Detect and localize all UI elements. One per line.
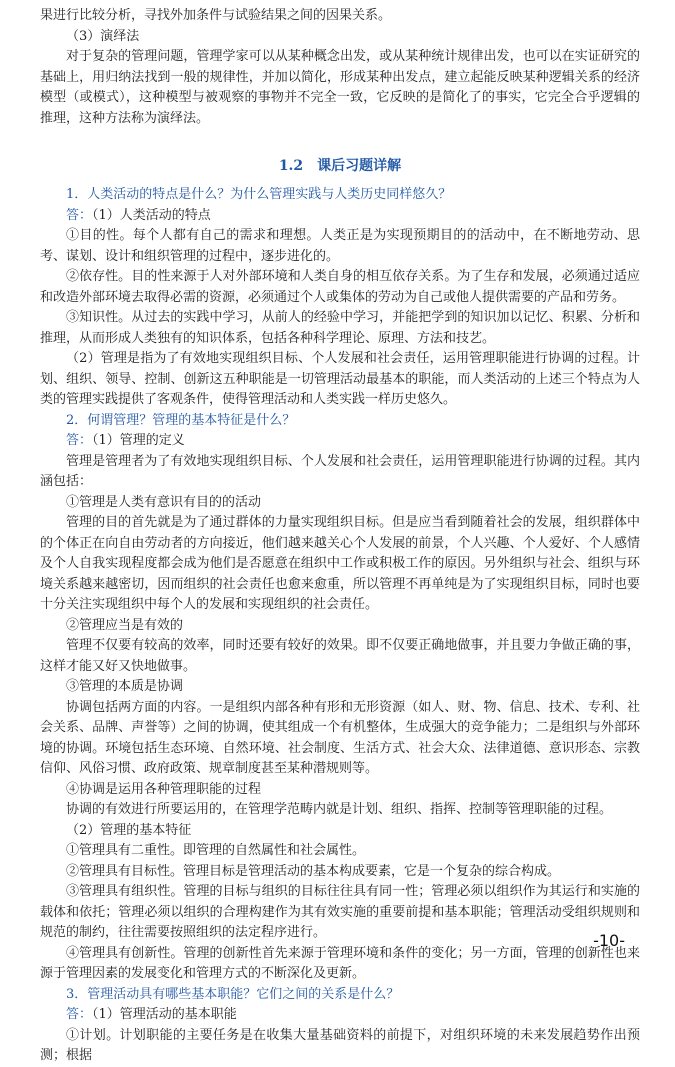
body-paragraph [40, 308, 640, 349]
paragraph-text: ②管理具有目标性。管理目标是管理活动的基本构成要素，它是一个复杂的综合构成。 [66, 863, 561, 879]
body-paragraph [40, 6, 640, 27]
paragraph-text: 协调的有效进行所要运用的，在管理学范畴内就是计划、组织、指挥、控制等管理职能的过程。 [66, 802, 613, 817]
body-paragraph [40, 841, 640, 862]
answer-label: 答： [66, 207, 93, 223]
paragraph-text: （3）演绎法 [66, 28, 140, 44]
paragraph-text: ②管理应当是有效的 [66, 617, 184, 633]
paragraph-text: （1）管理活动的基本职能 [92, 1007, 237, 1022]
paragraph-text: ③管理具有组织性。管理的目标与组织的目标往往具有同一性；管理必须以组织作为其运行和实施的载体和依托；管理必须以组织的合理构建作为其有效实施的重要前提和基本职能；管理活动受组织规则和规范的制约，往往需要按照组织的法定程序进行。 [40, 884, 640, 940]
answer-start [40, 206, 640, 227]
paragraph-text: ①目的性。每个人都有自己的需求和理想。人类正是为实现预期目的的活动中，在不断地劳动、思考、谋划、设计和组织管理的过程中，逐步进化的。 [40, 228, 640, 264]
paragraph-text: 对于复杂的管理问题，管理学家可以从某种概念出发，或从某种统计规律出发，也可以在实证研究的基础上，用归纳法找到一般的规律性，并加以简化，形成某种出发点，建立起能反映某种逻辑关系的经济模型（或模式），这种模型与被观察的事物并不完全一致，它反映的是简化了的事实，它完全合乎逻辑的推理，这种方法称为演绎法。 [40, 49, 640, 126]
body-paragraph [40, 493, 640, 514]
paragraph-text: （2）管理的基本特征 [66, 822, 192, 838]
document-page [40, 6, 640, 1067]
paragraph-text: 协调包括两方面的内容。一是组织内部各种有形和无形资源（如人、财、物、信息、技术、专利、社会关系、品牌、声誉等）之间的协调，使其组成一个有机整体，生成强大的竞争能力；二是组织与外部环境的协调。环境包括生态环境、自然环境、社会制度、生活方式、社会大众、法律道德、意识形态、宗教信仰、风俗习惯、政府政策、规章制度甚至某种潜规则等。 [40, 699, 640, 776]
paragraph-text: ④管理具有创新性。管理的创新性首先来源于管理环境和条件的变化；另一方面，管理的创新性也来源于管理因素的发展变化和管理方式的不断深化及更新。 [40, 945, 640, 981]
paragraph-text: ④协调是运用各种管理职能的过程 [66, 781, 262, 797]
body-paragraph [40, 47, 640, 129]
body-paragraph [40, 821, 640, 842]
body-paragraph [40, 677, 640, 698]
paragraph-text: 3．管理活动具有哪些基本职能？它们之间的关系是什么？ [66, 986, 400, 1002]
answer-start [40, 1005, 640, 1026]
question-heading [40, 185, 640, 206]
body-paragraph [40, 267, 640, 308]
answer-label: 答： [66, 433, 93, 448]
exercise-answers [40, 185, 640, 1067]
paragraph-text: （1）人类活动的特点 [92, 207, 211, 223]
page-number: -10- [593, 931, 625, 950]
body-paragraph [40, 226, 640, 267]
body-paragraph [40, 944, 640, 985]
body-paragraph [40, 513, 640, 616]
body-paragraph [40, 616, 640, 637]
paragraph-text: 2．何谓管理？管理的基本特征是什么？ [66, 412, 296, 428]
body-paragraph [40, 636, 640, 677]
question-heading [40, 985, 640, 1006]
intro-block [40, 6, 640, 129]
paragraph-text: （1）管理的定义 [92, 433, 185, 448]
paragraph-text: 管理是管理者为了有效地实现组织目标、个人发展和社会责任，运用管理职能进行协调的过程。其内涵包括： [40, 453, 640, 489]
body-paragraph [40, 800, 640, 821]
paragraph-text: ①管理是人类有意识有目的的活动 [66, 494, 262, 510]
question-heading [40, 411, 640, 432]
answer-label: 答： [66, 1007, 93, 1022]
body-paragraph [40, 862, 640, 883]
body-paragraph [40, 1026, 640, 1067]
body-paragraph [40, 882, 640, 944]
paragraph-text: ①管理具有二重性。即管理的自然属性和社会属性。 [66, 843, 366, 858]
section-heading: 1.2 课后习题详解 [278, 158, 402, 174]
paragraph-text: ②依存性。目的性来源于人对外部环境和人类自身的相互依存关系。为了生存和发展，必须通过适应和改造外部环境去取得必需的资源，必须通过个人或集体的劳动为自己或他人提供需要的产品和劳务。 [40, 269, 640, 305]
paragraph-text: ①计划。计划职能的主要任务是在收集大量基础资料的前提下，对组织环境的未来发展趋势作出预测；根据 [40, 1027, 640, 1063]
answer-start [40, 431, 640, 452]
paragraph-text: 果进行比较分析，寻找外加条件与试验结果之间的因果关系。 [40, 8, 392, 23]
paragraph-text: 管理的目的首先就是为了通过群体的力量实现组织目标。但是应当看到随着社会的发展，组织群体中的个体正在向自由劳动者的方向接近，他们越来越关心个人发展的前景，个人兴趣、个人爱好、个人感情及个人自我实现程度都会成为他们是否愿意在组织中工作或积极工作的原因。另外组织与社会、组织与环境关系越来越密切，因而组织的社会责任也愈来愈重，所以管理不再单纯是为了实现组织目标，同时也要十分关注实现组织中每个人的发展和实现组织的社会责任。 [40, 515, 640, 612]
paragraph-text: ③管理的本质是协调 [66, 679, 184, 694]
body-paragraph [40, 349, 640, 411]
paragraph-text: ③知识性。从过去的实践中学习，从前人的经验中学习，并能把学到的知识加以记忆、积累、分析和推理，从而形成人类独有的知识体系，包括各种科学理论、原理、方法和技艺。 [40, 310, 640, 346]
paragraph-text: 管理不仅要有较高的效率，同时还要有较好的效果。即不仅要正确地做事，并且要力争做正确的事，这样才能又好又快地做事。 [40, 638, 640, 674]
body-paragraph [40, 698, 640, 780]
paragraph-text: （2）管理是指为了有效地实现组织目标、个人发展和社会责任，运用管理职能进行协调的过程。计划、组织、领导、控制、创新这五种职能是一切管理活动最基本的职能，而人类活动的上述三个特点为人类的管理实践提供了客观条件，使得管理活动和人类实践一样历史悠久。 [40, 351, 640, 407]
body-paragraph [40, 452, 640, 493]
body-paragraph [40, 780, 640, 801]
paragraph-text: 1．人类活动的特点是什么？为什么管理实践与人类历史同样悠久？ [66, 187, 452, 202]
body-paragraph [40, 27, 640, 48]
